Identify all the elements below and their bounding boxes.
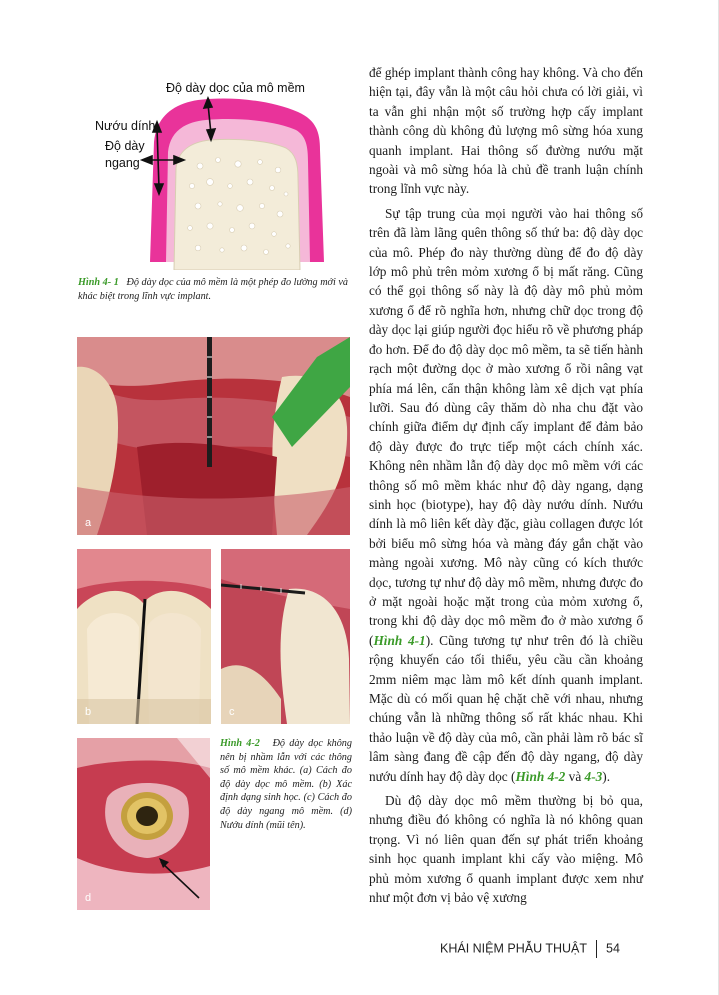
figure-4-1-caption [78,276,348,303]
paragraph-2-and: và [565,768,585,784]
figure-4-1-reference: Hình 4-1 [373,632,426,648]
attached-gingiva-label: Nướu dính [95,119,156,133]
figure-4-3-reference: 4-3 [584,768,603,784]
photo-d-attached-gingiva [77,738,210,910]
page-number: 54 [606,941,620,956]
horizontal-thickness-label-line1: Độ dày [105,139,145,153]
paragraph-2-part-b: ). Cũng tương tự như trên đó là chiều rộng khuyến cáo tối thiểu, yêu cầu cần khoảng 2mm niêm mạc làm mô kết dính quanh implant. Mặc dù có mối quan hệ chặt chẽ với nhau, nhưng chúng vẫn là những thông số rất khác nhau. Khi thảo luận về độ dày của mô, cần phải làm rõ bác sĩ lâm sàng đang đề cập đến độ dày ngang, độ dày nướu dính hay độ dày dọc ( [369,632,643,784]
photo-b-letter: b [85,706,92,718]
bone-shape [174,139,300,270]
photo-c-letter: c [229,706,235,718]
page-footer [440,940,640,958]
figure-4-1-label: Hình 4- 1 [78,277,119,288]
paragraph-2 [369,204,643,786]
figure-4-2-reference: Hình 4-2 [515,768,566,784]
footer-separator [596,940,597,958]
photo-d-letter: d [85,892,92,904]
photo-a-letter: a [85,517,92,529]
figure-4-2-caption [220,737,352,832]
horizontal-thickness-label-line2: ngang [105,156,140,170]
soft-tissue-thickness-diagram [80,70,340,270]
paragraph-1: để ghép implant thành công hay không. Và cho đến hiện tại, đây vẫn là một câu hỏi chưa có lời giải, vì ta vẫn ghi nhận một số trường hợp cấy implant thành công dù không đủ lượng mô sừng hóa xung quanh implant. Hai thông số đường nướu mặt ngoài và mô sừng hóa là chủ đề tranh luận chính trong lĩnh vực này. [369,65,643,197]
figure-4-2-label: Hình 4-2 [220,738,260,749]
vertical-thickness-label: Độ dày dọc của mô mềm [166,81,305,95]
figure-4-1-text: Độ dày dọc của mô mềm là một phép đo lường mới và khác biệt trong lĩnh vực implant. [78,277,348,302]
photo-a-vertical-thickness-measurement [77,337,350,535]
chapter-title: KHÁI NIỆM PHẪU THUẬT [440,941,588,956]
photo-b-biotype [77,549,211,724]
paragraph-2-part-a: Sự tập trung của mọi người vào hai thông số trên đã làm lãng quên thông số thứ ba: độ dày dọc của mô. Phép đo này thường dùng để đo độ dày lớp mô phủ trên mỏm xương ổ bị mất răng. Cũng có thể gọi thông số này là độ dày mô phủ mỏm xương ổ để rõ nghĩa hơn, nhưng chữ dọc trong độ dày dọc lại giúp người đọc hiểu rõ về phương pháp đo hơn. Để đo độ dày dọc mô mềm, ta sẽ tiến hành rạch một đường dọc ở mào xương ổ rồi nâng vạt phía má lên, cẩn thận không làm xê dịch vạt phía lưỡi. Sau đó dùng cây thăm dò nha chu đặt vào chính giữa điểm dự định cấy implant để đảm bảo độ dày được đo trực tiếp một cách chính xác. Không nên nhầm lẫn độ dày dọc mô mềm với các thông số mô mềm khác như độ dày ngang, dạng sinh học (biotype), hay độ dày nướu dính. Nướu dính là mô liên kết dày đặc, giàu collagen được lót bởi biểu mô sừng hóa và màng đáy gắn chặt vào màng ngoài xương. Mô này cũng có kích thước dọc, tương tự như độ dày mô mềm, nhưng được đo ở mặt ngoài hoặc mặt trong của mỏm xương ổ, trong khi độ dày dọc mô mềm đo ở mào xương ổ ( [369,205,643,648]
photo-c-horizontal-thickness [221,549,350,724]
paragraph-3: Dù độ dày dọc mô mềm thường bị bỏ qua, nhưng điều đó không có nghĩa là nó không quan trọng. Vì nó liên quan đến sự phát triển khoảng sinh học quanh implant khi cấy vào miệng. Mô phủ mỏm xương ổ quanh implant được xem như như một đơn vị bảo vệ xương [369,793,643,906]
figure-4-2-text: Độ dày dọc không nên bị nhầm lẫn với các thông số mô mềm khác. (a) Cách đo độ dày dọc mô mềm. (b) Xác định dạng sinh học. (c) Cách đo độ dày ngang mô mềm. (d) Nướu dính (mũi tên). [220,738,352,831]
body-text-column [369,63,643,912]
paragraph-2-end: ). [602,768,611,784]
